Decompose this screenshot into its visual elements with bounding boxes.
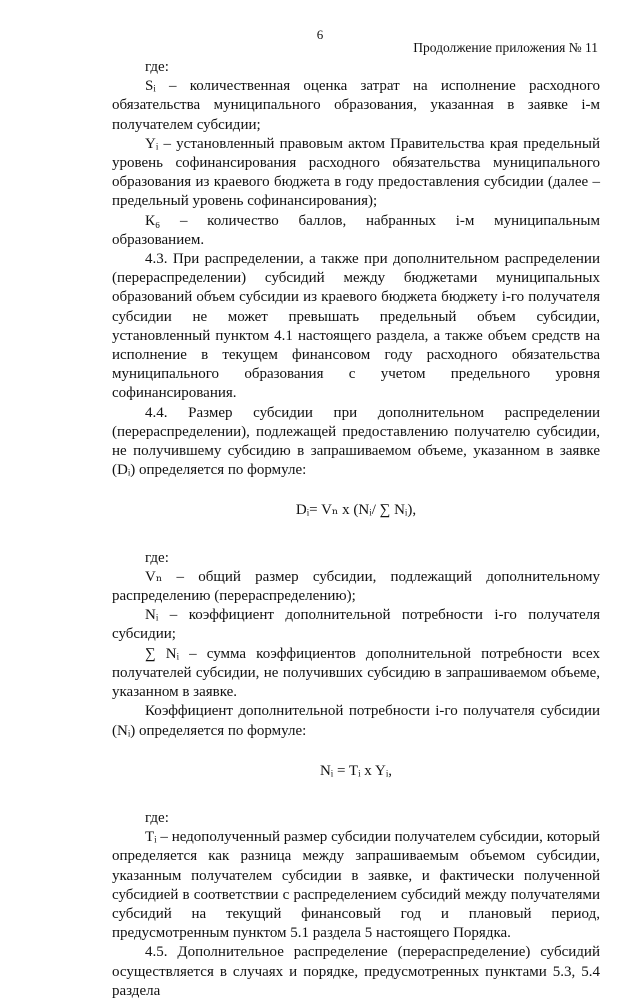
formula-n: Nᵢ = Tᵢ x Yᵢ, (319, 762, 393, 779)
definition-sum-ni: ∑ Nᵢ – сумма коэффициентов дополнительной потребности всех получателей субсидии, не получивших субсидию в запрашиваемом объеме, указанном в заявке. (112, 645, 600, 701)
paragraph-4-3: 4.3. При распределении, а также при дополнительном распределении (перераспределении) субсидий между бюджетами муниципальных образований объем субсидии из краевого бюджета бюджету i-го получателя субсидии не может превышать предельный объем субсидии, установленный пунктом 4.1 настоящего раздела, а также объем средств на исполнение в текущем финансовом году расходного обязательства муниципального образования с учетом предельного уровня софинансирования. (112, 251, 600, 402)
definition-ti: Tᵢ – недополученный размер субсидии получателем субсидии, который определяется как разница между запрашиваемым объемом субсидии, указанным получателем субсидии в заявке, и фактически полученной субсидией в соответствии с распределением субсидий между получателями субсидий на текущий финансовый год и плановый период, предусмотренным пунктом 5.1 раздела 5 настоящего Порядка. (112, 829, 600, 942)
continuation-header: Продолжение приложения № 11 (413, 40, 598, 55)
definition-si: Sᵢ – количественная оценка затрат на исполнение расходного обязательства муниципального образования, указанная в заявке i-м получателем субсидии; (112, 78, 600, 133)
where-label-3: где: (145, 809, 169, 826)
paragraph-4-5: 4.5. Дополнительное распределение (перераспределение) субсидий осуществляется в случаях и порядке, предусмотренных пунктами 5.3, 5.4 раздела (112, 944, 600, 999)
page-number: 6 (316, 27, 324, 42)
formula-d: Dᵢ= Vₙ x (Nᵢ/ ∑ Nᵢ), (295, 502, 417, 519)
definition-yi: Yᵢ – установленный правовым актом Правительства края предельный уровень софинансирования расходного обязательства муниципального образования из краевого бюджета в году предоставления субсидии (далее – предельный уровень софинансирования); (112, 135, 600, 210)
definition-ni: Nᵢ – коэффициент дополнительной потребности i-го получателя субсидии; (112, 607, 600, 643)
paragraph-4-4: 4.4. Размер субсидии при дополнительном распределении (перераспределении), подлежащей предоставлению получателю субсидии, не получившему субсидию в запрашиваемом объеме, указанном в заявке (Dᵢ) определяется по формуле: (112, 404, 600, 479)
where-label-2: где: (145, 549, 169, 566)
document-body (112, 58, 600, 1001)
where-label-1: где: (145, 59, 169, 75)
definition-vn: Vₙ – общий размер субсидии, подлежащий дополнительному распределению (перераспределению); (112, 568, 600, 605)
coefficient-intro: Коэффициент дополнительной потребности i-го получателя субсидии (Nᵢ) определяется по формуле: (112, 703, 600, 739)
definition-kb: К₆ – количество баллов, набранных i-м муниципальным образованием. (112, 212, 600, 248)
